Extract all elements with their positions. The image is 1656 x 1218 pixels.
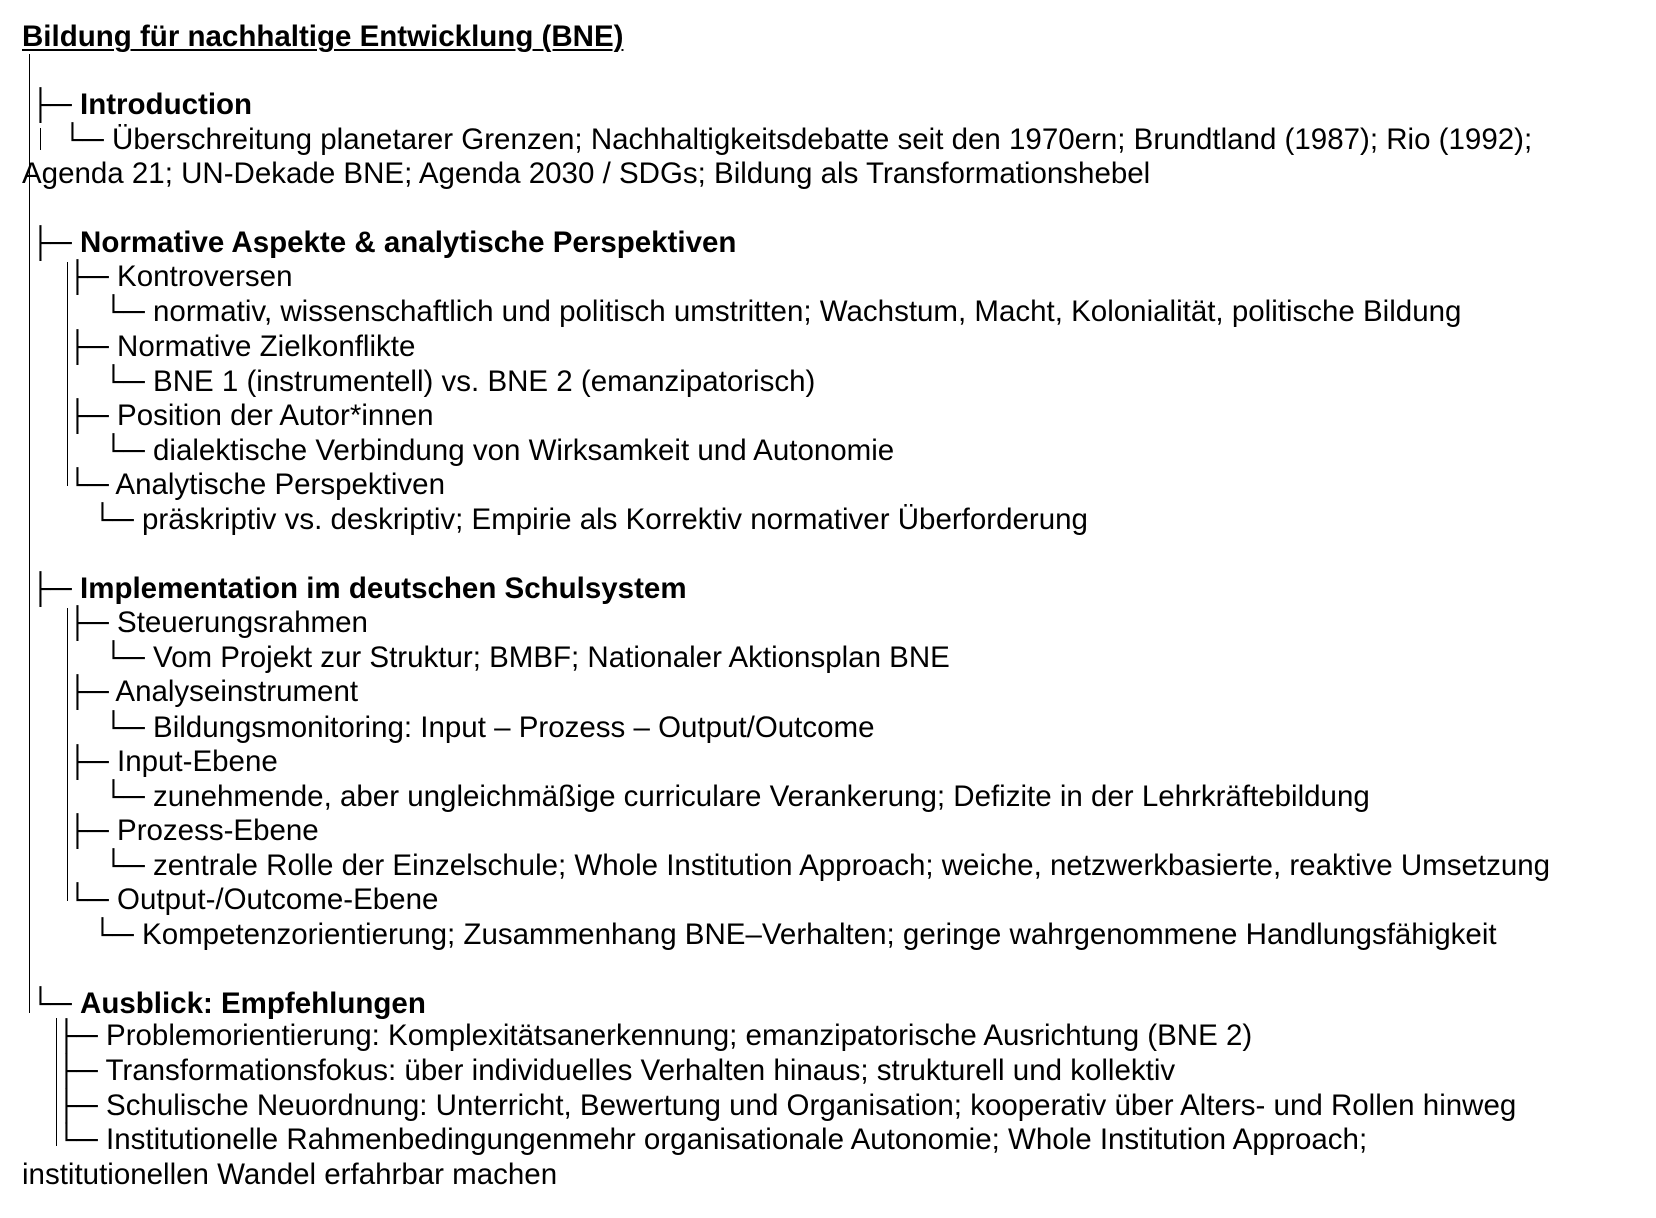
- item-detail: [103, 433, 894, 469]
- item-text: Institutionelle Rahmenbedingungenmehr organisationale Autonomie; Whole Institution Approach;: [106, 1123, 1368, 1156]
- branch-connector: ├─: [56, 1054, 98, 1087]
- detail-text: dialektische Verbindung von Wirksamkeit und Autonomie: [153, 434, 895, 467]
- last-branch-connector: └─: [103, 365, 145, 398]
- branch-connector: ├─: [56, 1019, 98, 1052]
- detail-text: BNE 1 (instrumentell) vs. BNE 2 (emanzipatorisch): [153, 365, 816, 398]
- detail-text: Bildungsmonitoring: Input – Prozess – Output/Outcome: [153, 711, 875, 744]
- list-item: [67, 605, 368, 641]
- last-branch-connector: └─: [103, 711, 145, 744]
- item-detail: [103, 779, 1370, 815]
- list-item: [67, 259, 292, 295]
- list-item: [56, 1122, 1367, 1158]
- section-heading: Normative Aspekte & analytische Perspektiven: [80, 226, 737, 259]
- item-label: Analytische Perspektiven: [115, 468, 445, 501]
- detail-text: Kompetenzorientierung; Zusammenhang BNE–Verhalten; geringe wahrgenommene Handlungsfähigkeit: [142, 918, 1497, 951]
- item-label: Position der Autor*innen: [117, 399, 434, 432]
- list-item: [67, 813, 319, 849]
- last-branch-connector: └─: [103, 434, 145, 467]
- last-branch-connector: └─: [67, 883, 109, 916]
- section-heading: Introduction: [80, 88, 253, 121]
- list-item: [56, 1053, 1175, 1089]
- list-item: [67, 674, 358, 710]
- last-branch-connector: └─: [103, 641, 145, 674]
- item-label: Input-Ebene: [117, 745, 278, 778]
- branch-connector: ├─: [67, 745, 109, 778]
- section-heading: Ausblick: Empfehlungen: [80, 987, 426, 1020]
- detail-text: Vom Projekt zur Struktur; BMBF; Nationaler Aktionsplan BNE: [153, 641, 950, 674]
- branch-connector: ├─: [56, 1089, 98, 1122]
- item-detail: [103, 364, 815, 400]
- item-label: Analyseinstrument: [115, 675, 359, 708]
- last-branch-connector: └─: [103, 295, 145, 328]
- document-title: Bildung für nachhaltige Entwicklung (BNE): [22, 20, 624, 53]
- item-detail: [103, 294, 1461, 330]
- branch-connector: ├─: [67, 330, 109, 363]
- list-item: [56, 1088, 1516, 1124]
- last-branch-connector: └─: [30, 987, 72, 1020]
- list-item: [67, 744, 278, 780]
- branch-connector: ├─: [30, 226, 72, 259]
- list-item: [67, 467, 445, 503]
- item-label: Steuerungsrahmen: [117, 606, 368, 639]
- section-introduction: [30, 87, 252, 123]
- item-detail: [92, 502, 1088, 538]
- item-label: Output-/Outcome-Ebene: [117, 883, 439, 916]
- section-implementation: [30, 571, 687, 607]
- introduction-detail: [62, 122, 1532, 158]
- last-branch-connector: └─: [92, 918, 134, 951]
- item-label: Normative Zielkonflikte: [117, 330, 416, 363]
- detail-text: normativ, wissenschaftlich und politisch umstritten; Wachstum, Macht, Kolonialität, politische Bildung: [153, 295, 1462, 328]
- branch-connector: ├─: [67, 814, 109, 847]
- last-branch-connector: └─: [56, 1123, 98, 1156]
- detail-text: Überschreitung planetarer Grenzen; Nachhaltigkeitsdebatte seit den 1970ern; Brundtland (1987); Rio (1992);: [112, 123, 1533, 156]
- branch-connector: ├─: [30, 572, 72, 605]
- branch-connector: ├─: [67, 260, 109, 293]
- item-text: Transformationsfokus: über individuelles Verhalten hinaus; strukturell und kollektiv: [105, 1054, 1176, 1087]
- detail-text: zentrale Rolle der Einzelschule; Whole Institution Approach; weiche, netzwerkbasierte, reaktive Umsetzung: [153, 849, 1551, 882]
- list-item: [67, 329, 415, 365]
- list-item: [67, 398, 434, 434]
- last-branch-connector: └─: [62, 123, 104, 156]
- normative-section-branch-line: [67, 262, 68, 486]
- last-branch-connector: └─: [67, 468, 109, 501]
- item-label: Kontroversen: [117, 260, 293, 293]
- introduction-detail-continuation: Agenda 21; UN-Dekade BNE; Agenda 2030 / SDGs; Bildung als Transformationshebel: [22, 157, 1151, 190]
- detail-text: zunehmende, aber ungleichmäßige curriculare Verankerung; Defizite in der Lehrkräftebildung: [153, 780, 1370, 813]
- branch-connector: ├─: [67, 399, 109, 432]
- section-heading: Implementation im deutschen Schulsystem: [80, 572, 687, 605]
- item-detail: [92, 917, 1497, 953]
- section-normative-aspekte: [30, 225, 736, 261]
- list-item: [56, 1018, 1252, 1054]
- item-continuation: institutionellen Wandel erfahrbar machen: [22, 1158, 558, 1191]
- item-detail: [103, 640, 950, 676]
- branch-connector: ├─: [67, 606, 109, 639]
- section-ausblick: [30, 986, 426, 1022]
- branch-connector: ├─: [67, 675, 109, 708]
- detail-text: präskriptiv vs. deskriptiv; Empirie als Korrektiv normativer Überforderung: [142, 503, 1088, 536]
- item-detail: [103, 710, 875, 746]
- last-branch-connector: └─: [103, 849, 145, 882]
- list-item: [67, 882, 438, 918]
- last-branch-connector: └─: [103, 780, 145, 813]
- item-text: Problemorientierung: Komplexitätsanerkennung; emanzipatorische Ausrichtung (BNE 2): [106, 1019, 1253, 1052]
- item-detail: [103, 848, 1550, 884]
- introduction-connector-line: [40, 128, 41, 150]
- item-text: Schulische Neuordnung: Unterricht, Bewertung und Organisation; kooperativ über Alters- und Rollen hinweg: [106, 1089, 1517, 1122]
- last-branch-connector: └─: [92, 503, 134, 536]
- branch-connector: ├─: [30, 88, 72, 121]
- item-label: Prozess-Ebene: [117, 814, 319, 847]
